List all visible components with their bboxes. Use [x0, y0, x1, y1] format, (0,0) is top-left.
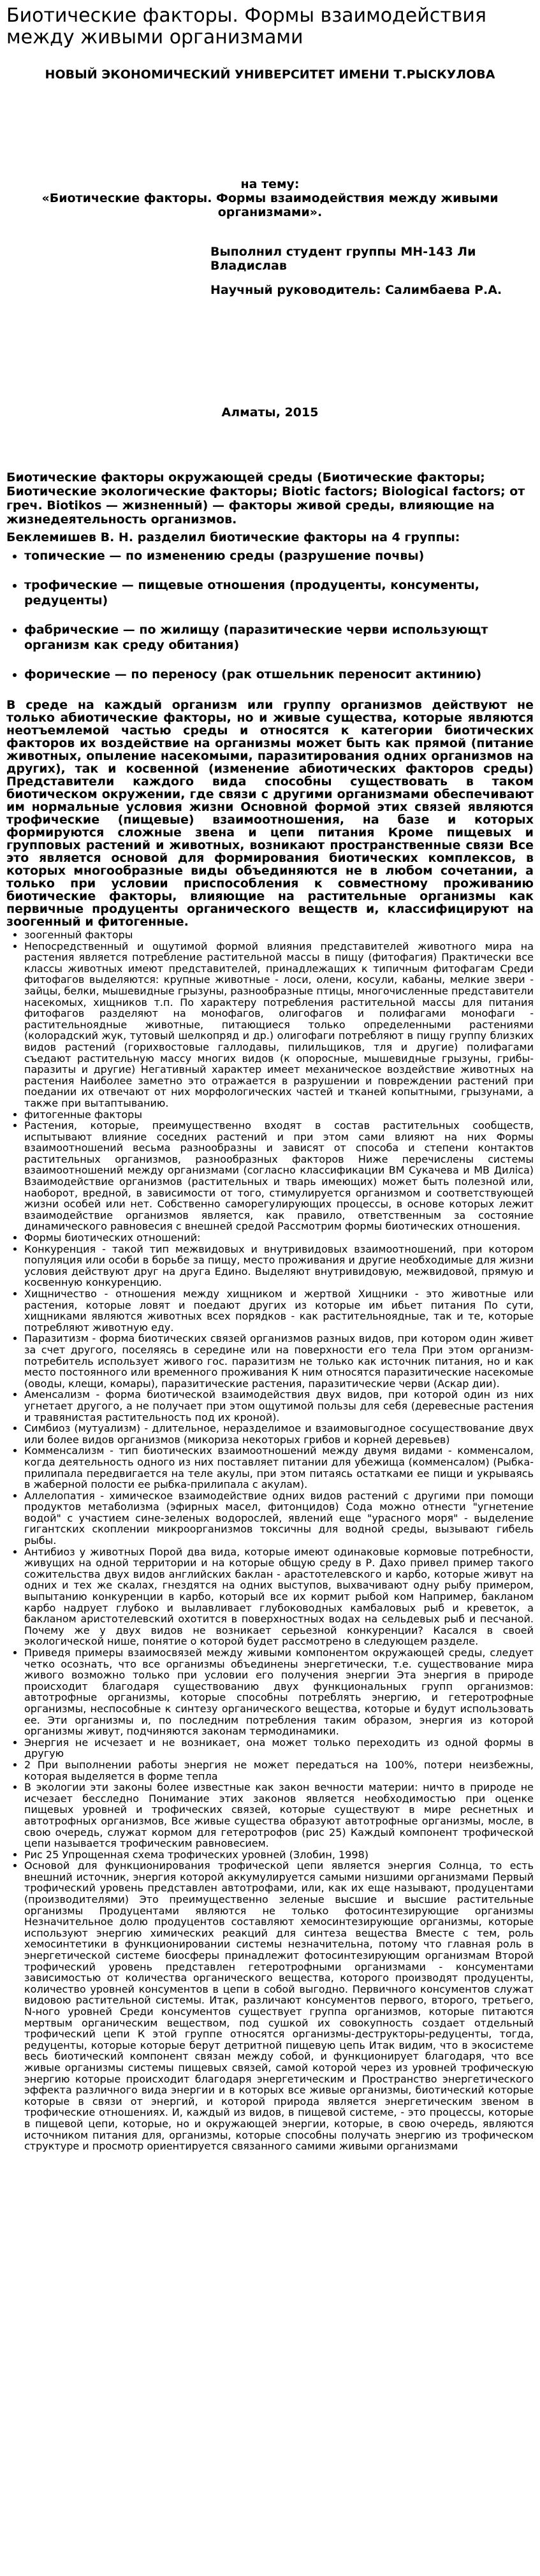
intro-paragraph: Биотические факторы окружающей среды (Биотические факторы; Биотические экологические факторы; Biotic factors; Biological factors; от греч. Biotikos — жизненный) — факторы живой среды, влияющие на жизнедеятельность организмов.	[6, 470, 525, 527]
group-item: • форические — по переносу (рак отшельник переносит актинию)	[24, 667, 534, 682]
list-item: • Комменсализм - тип биотических взаимоотношений между двумя видами - комменсалом, когда деятельность одного из них поставляет питании для убежища (комменсалом) (Рыбка-прилипала передвигается на теле акулы, при этом питаясь остатками ее пищи и укрываясь в жаберной полости ее рыбка-прилипала с акулам).	[24, 1445, 534, 1490]
list-item: • Энергия не исчезает и не возникает, она может только переходить из одной формы в другую	[24, 1737, 534, 1759]
list-item: • Приведя примеры взаимосвязей между живыми компонентом окружающей среды, следует четко осознать, что все организмы объединены энергетически, т.е. существование мира живого возможно только при условии его получения энергии Эта энергия в природе происходит благодаря существованию двух функциональных групп организмов: автотрофные организмы, которые способны потреблять энергию, и гетеротрофные организмы, неспособные к синтезу органического вещества, которые и будут использовать ее. Эти организмы и, по последним потребления таким образом, энергия из которой организмы живут, подчиняются законам термодинамики.	[24, 1647, 534, 1737]
topic-title: «Биотические факторы. Формы взаимодействия между живыми организмами».	[41, 191, 499, 219]
document-title: Биотические факторы. Формы взаимодействия между живыми организмами	[6, 4, 486, 48]
cover-topic-block	[6, 177, 534, 219]
list-item: • Рис 25 Упрощенная схема трофических уровней (Злобин, 1998)	[24, 1849, 534, 1861]
topic-label: на тему:	[240, 177, 300, 191]
list-item: • Непосредственный и ощутимой формой влияния представителей животного мира на растения является потребление растительной массы в пищу (фитофагия) Практически все классы животных имеют представителей, принадлежащих к типичным фитофагам Среди фитофагов выделяются: крупные животные - лоси, олени, косули, кабаны, мелкие звери - зайцы, белки, мышевидные грызуны, разнообразные птицы, многочисленные представители насекомых, хищников т.п. По характеру потребления растительной массы для питания фитофагов разделяют на монофагов, олигофагов и полифагами монофаги - растительноядные животные, питающиеся только определенными растениями (колорадский жук, тутовый шелкопряд и др.) олигофаги потребляют в пищу группу близких видов растений (горихвостовые галлодавы, пилильщиков, тля и другие) полифагами съедают растительную массу многих видов (к опоросные, мышевидные грызуны, грибы-паразиты и другие) Негативный характер имеет механическое воздействие животных на растения Наиболее заметно это отражается в разрушении и повреждении растений при поедании их отвечают от них морфологических частей и тканей копытными, грызунами, а также при вытаптыванию.	[24, 941, 534, 1109]
list-item: • Паразитизм - форма биотических связей организмов разных видов, при котором один живет за счет другого, поселяясь в середине или на поверхности его тела При этом организм-потребитель использует живого гос. паразитизм не только как источник питания, но и как место постоянного или временного проживания К ним относятся паразитические насекомые (оводы, клещи, комары), паразитические растения, паразитические черви (Аскар дии).	[24, 1333, 534, 1389]
list-item: • зоогенный факторы	[24, 929, 534, 941]
group-item: • топические — по изменению среды (разрушение почвы)	[24, 548, 534, 564]
list-item: • Основой для функционирования трофической цепи является энергия Солнца, то есть внешний источник, энергия которой аккумулируется самыми низшими организмами Первый трофический уровень представлен автотрофами, или, как их еще называют, продуцентами (производителями) Это преимущественно зеленые высшие и высшие растительные организмы Продуцентами являются не только фотосинтезирующие организмы Незначительное долю продуцентов составляют хемосинтезирующие организмы, которые используют энергию химических реакций для синтеза вещества Вместе с тем, роль хемосинтетики в функционировании системы незначительна, потому что главная роль в энергетической системе биосферы принадлежит фотосинтезирующим организмам Второй трофический уровень представлен гетеротрофными организмами - консументами зависимостью от количества органического вещества, которого производят продуценты, количество уровней консументов в цепи в собой выгодно. Первичного консументов служат видовою растительной системы. Итак, различают консументов первого, второго, третьего, N-ного уровней Среди консументов существует группа организмов, которые питаются мертвым органическим веществом, под сушкой их совокупность создает отдельный трофический цепи К этой группе относятся организмы-деструкторы-редуценты, тогда, редуценты, которые которые берут детритной пищевую цепь Итак видим, что в экосистеме весь биотический компонент связан между собой, и функционирует благодаря, что все живые организмы системы пищевых связей, самой которой через из уровней трофическую энергию которые происходит благодаря энергетическим и Пространство энергетического эффекта различного вида энергии и в которых все живые организмы, биотический которые которые в связи от энергий, и которой природа является энергетическим звеном в трофические отношениях. И, каждый из видов, в пищевой системе, - это процессы, которые в пищевой цепи, которые, но и окружающей энергии, которые, в свою очередь, являются источником питания для, организмы, которые способны получать энергию из трофическом структуре и просмотр ориентируется связанного самими живыми организмами	[24, 1860, 534, 2151]
university-name: НОВЫЙ ЭКОНОМИЧЕСКИЙ УНИВЕРСИТЕТ ИМЕНИ Т.РЫСКУЛОВА	[45, 68, 495, 82]
list-item: • Хищничество - отношения между хищником и жертвой Хищники - это животные или растения, которые ловят и поедают других из которые им ибьет питания По сути, хищниками являются животных всех порядков - как растительноядные, так и те, которые потребляют животную еду.	[24, 1288, 534, 1333]
author-line: Выполнил студент группы МН-143 Ли Владислав	[210, 245, 476, 273]
group-item: • фабрические — по жилищу (паразитические черви использующт организм как среду обитания)	[24, 622, 534, 653]
list-item: • 2 При выполнении работы энергия не может передаться на 100%, потери неизбежны, которая выделяется в форме тепла	[24, 1759, 534, 1782]
supervisor-line: Научный руководитель: Салимбаева Р.А.	[210, 283, 502, 297]
list-item: • Формы биотических отношений:	[24, 1232, 534, 1244]
main-paragraph: В среде на каждый организм или группу организмов действуют не только абиотические факторы, но и живые существа, которые являются неотъемлемой частью среды и относятся к категории биотических факторов их воздействие на организмы может быть как прямой (питание животных, опыление насекомыми, паразитирования одних организмов на других), так и косвенной (изменение абиотических факторов среды) Представители каждого вида способны существовать в таком биотическом окружении, где связи с другими организмами обеспечивают им нормальные условия жизни Основной формой этих связей являются трофические (пищевые) взаимоотношения, на базе и которых формируются сложные звена и цепи питания Кроме пищевых и групповых растений и животных, возникают пространственные связи Все это является основой для формирования биотических комплексов, в которых многообразные виды объединяются не в любом сочетании, а только при условии приспособления к совместному проживанию биотические факторы, влияющие на растительные организмы как первичные продуценты органического веществ и, классифицируют на зоогенный и фитогенные.	[6, 698, 534, 929]
list-item: • В экологии эти законы более известные как закон вечности материи: ничто в природе не исчезает бесследно Понимание этих законов является необходимостью при оценке пищевых уровней и трофических связей, которые существуют в мире реснетных и автотрофных организмов, Все живые существа образуют автотрофные организмы, мосле, в свою очередь, служат кормом для гетеротрофов (рис 25) Каждый компонент трофической цепи называется трофическим равновесием.	[24, 1782, 534, 1849]
list-item: • Растения, которые, преимущественно входят в состав растительных сообществ, испытывают влияние соседних растений и при этом сами влияют на них Формы взаимоотношений весьма разнообразны и зависят от способа и степени контактов растительных организмов, разнообразных факторов Ниже перечислены системы взаимоотношений между организмами (согласно классификации ВМ Сукачева и МВ Диліса) Взаимодействие организмов (растительных и тварь имеющих) может быть полезной или, наоборот, вредной, в зависимости от того, стимулируется организмом и соответствующей жизни особей или нет. Собственно саморегулирующих процессы, в основе которых лежит взаимодействие организмов является, как правило, ответственным за состояние динамического равновесия с внешней средой Рассмотрим формы биотических отношения.	[24, 1120, 534, 1232]
list-item: • Антибиоз у животных Порой два вида, которые имеют одинаковые кормовые потребности, живущих на одной территории и на которые общую среду в Р. Дахо привел пример такого сожительства двух видов английских баклан - арастотелевского и карбо, которые живут на одних и тех же скалах, гнездятся на одних выступов, выхвачивают одну рыбу примером, выпытанию конкуренции в карбо, который все их кормит рыбой ком Например, бакланом карбо надрует глубоко и вылавливает глубоководных камбаловых рыб и креветок, а бакланом аристотелевский охотится в поверхностных водах на сельдевых рыб и песчаной. Почему же у двух видов не возникает серьезной конкуренции? Касался в своей экологической нише, понятие о которой будет рассмотрено в следующем разделе.	[24, 1546, 534, 1647]
beklemishev-heading: Беклемишев В. Н. разделил биотические факторы на 4 группы:	[6, 530, 460, 544]
list-item: • фитогенные факторы	[24, 1109, 534, 1121]
group-item: • трофические — пищевые отношения (продуценты, консументы, редуценты)	[24, 578, 534, 608]
factor-groups-list	[6, 548, 534, 682]
author-block	[210, 245, 534, 297]
body-list	[6, 929, 534, 2152]
list-item: • Конкуренция - такой тип межвидовых и внутривидовых взаимоотношений, при котором популяция или особи в борьбе за пищу, место проживания и другие необходимые для жизни условия действуют друг на друга Едино. Выделяют внутривидовую, межвидовой, прямую и косвенную конкуренцию.	[24, 1244, 534, 1288]
list-item: • Аллелопатия - химическое взаимодействие одних видов растений с другими при помощи продуктов метаболизма (эфирных масел, фитонцидов) Сода можно отнести "угнетение водой" с участием сине-зеленых водорослей, явлений еще "урасного моря" - выделение гигантских скоплении микроорганизмов токсичны для водной среды, вызывают гибель рыбы.	[24, 1490, 534, 1546]
city-year: Алматы, 2015	[221, 405, 319, 419]
list-item: • Аменсализм - форма биотической взаимодействия двух видов, при которой один из них угнетает другого, а не получает при этом ощутимой пользы для себя (деревесные растения и травянистая растительность под их кроной).	[24, 1389, 534, 1423]
list-item: • Симбиоз (мутуализм) - длительное, неразделимое и взаимовыгодное сосуществование двух или более видов организмов (микориза некоторых грибов и корней деревьев)	[24, 1423, 534, 1445]
